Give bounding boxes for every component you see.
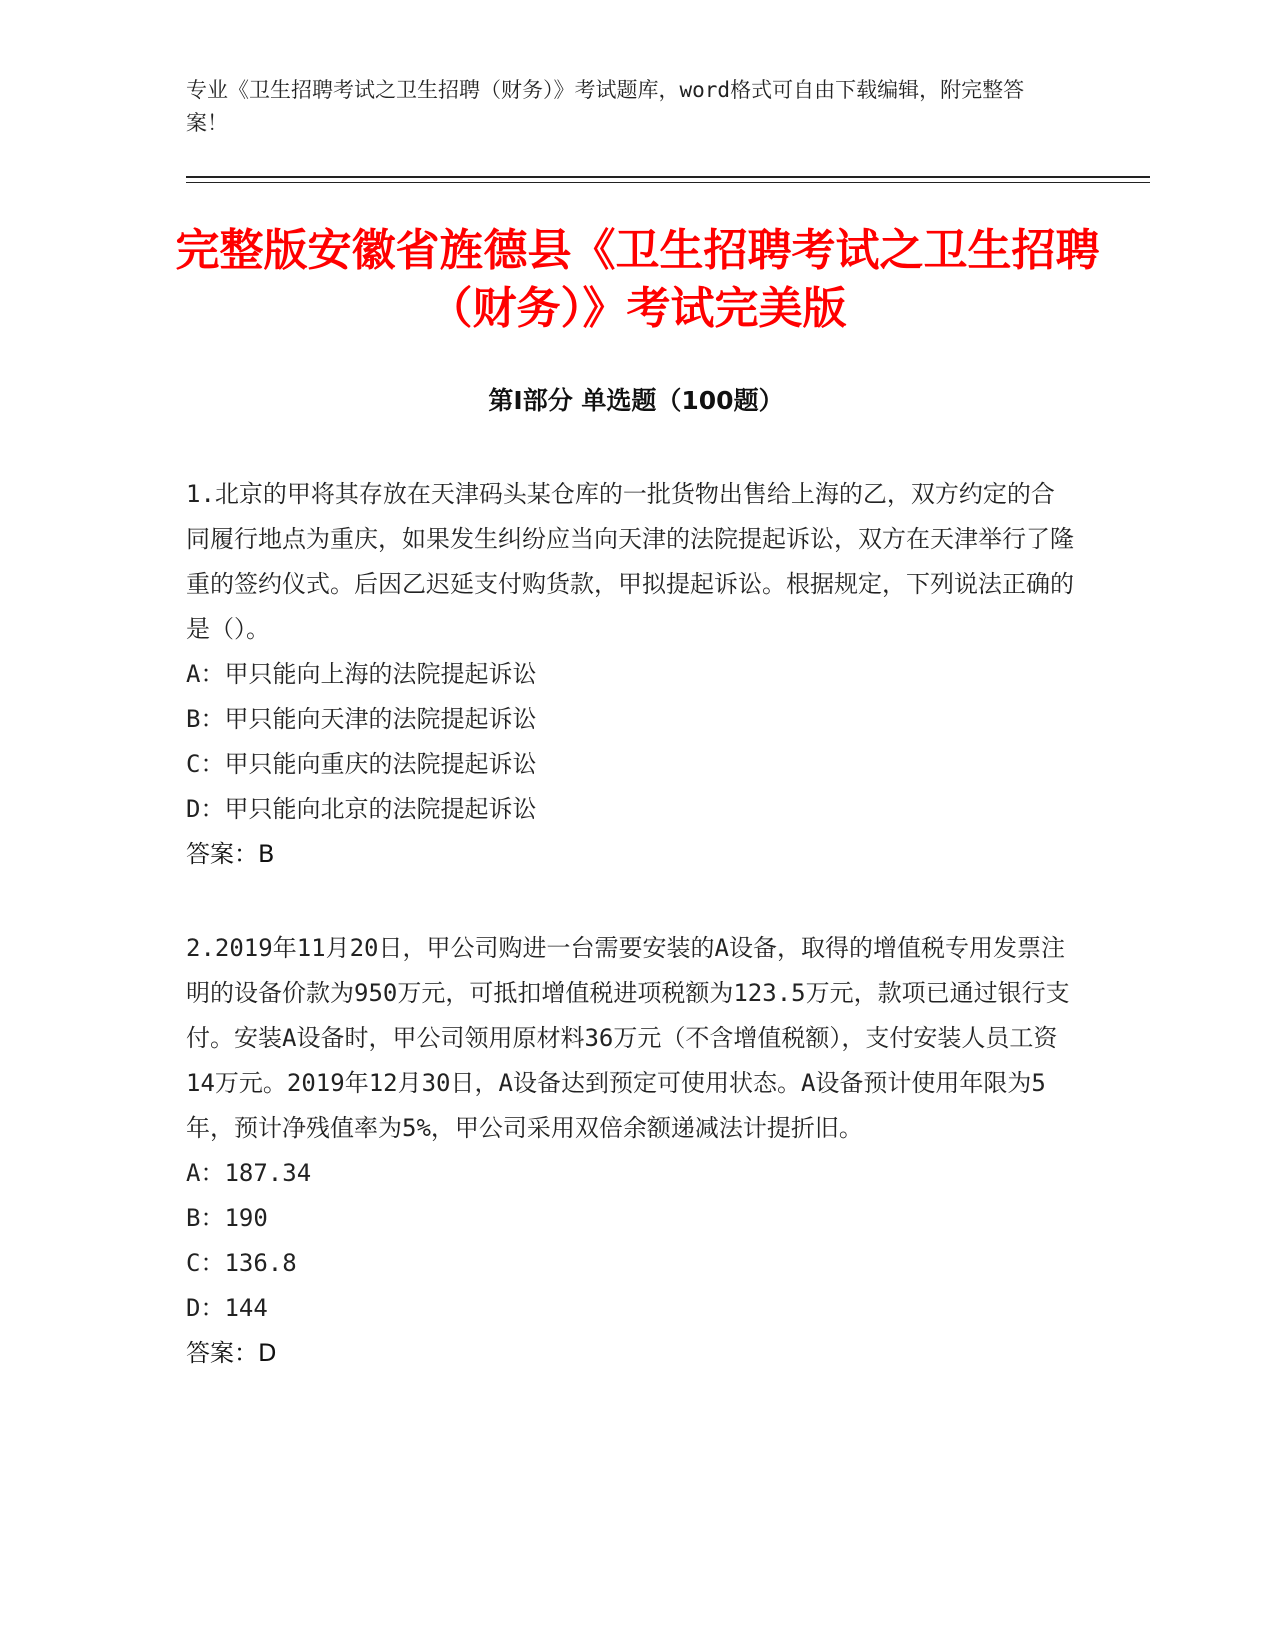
header-note: 专业《卫生招聘考试之卫生招聘（财务）》考试题库，word格式可自由下载编辑，附完整答案！	[186, 78, 1025, 135]
question-stem: 1.北京的甲将其存放在天津码头某仓库的一批货物出售给上海的乙，双方约定的合同履行地点为重庆，如果发生纠纷应当向天津的法院提起诉讼，双方在天津举行了隆重的签约仪式。后因乙迟延支付购货款，甲拟提起诉讼。根据规定，下列说法正确的是（）。	[186, 480, 1074, 643]
header-divider-thick	[186, 176, 1150, 178]
option-b: B：190	[186, 1204, 268, 1232]
option-c: C：甲只能向重庆的法院提起诉讼	[186, 750, 537, 778]
option-a: A：187.34	[186, 1159, 312, 1187]
question-stem: 2.2019年11月20日，甲公司购进一台需要安装的A设备，取得的增值税专用发票注明的设备价款为950万元，可抵扣增值税进项税额为123.5万元，款项已通过银行支付。安装A设备时，甲公司领用原材料36万元（不含增值税额），支付安装人员工资14万元。2019年12月30日，A设备达到预定可使用状态。A设备预计使用年限为5年，预计净残值率为5%，甲公司采用双倍余额递减法计提折旧。	[186, 934, 1070, 1142]
answer: 答案：D	[186, 1339, 277, 1367]
section-title: 第Ⅰ部分 单选题（100题）	[488, 386, 784, 415]
document-title: 完整版安徽省旌德县《卫生招聘考试之卫生招聘（财务）》考试完美版	[175, 225, 1100, 334]
option-c: C：136.8	[186, 1249, 297, 1277]
question-2	[186, 926, 1076, 1376]
option-d: D：144	[186, 1294, 268, 1322]
question-1	[186, 472, 1076, 877]
option-b: B：甲只能向天津的法院提起诉讼	[186, 705, 537, 733]
option-d: D：甲只能向北京的法院提起诉讼	[186, 795, 537, 823]
header-divider-thin	[186, 182, 1150, 183]
option-a: A：甲只能向上海的法院提起诉讼	[186, 660, 537, 688]
answer: 答案：B	[186, 840, 275, 868]
